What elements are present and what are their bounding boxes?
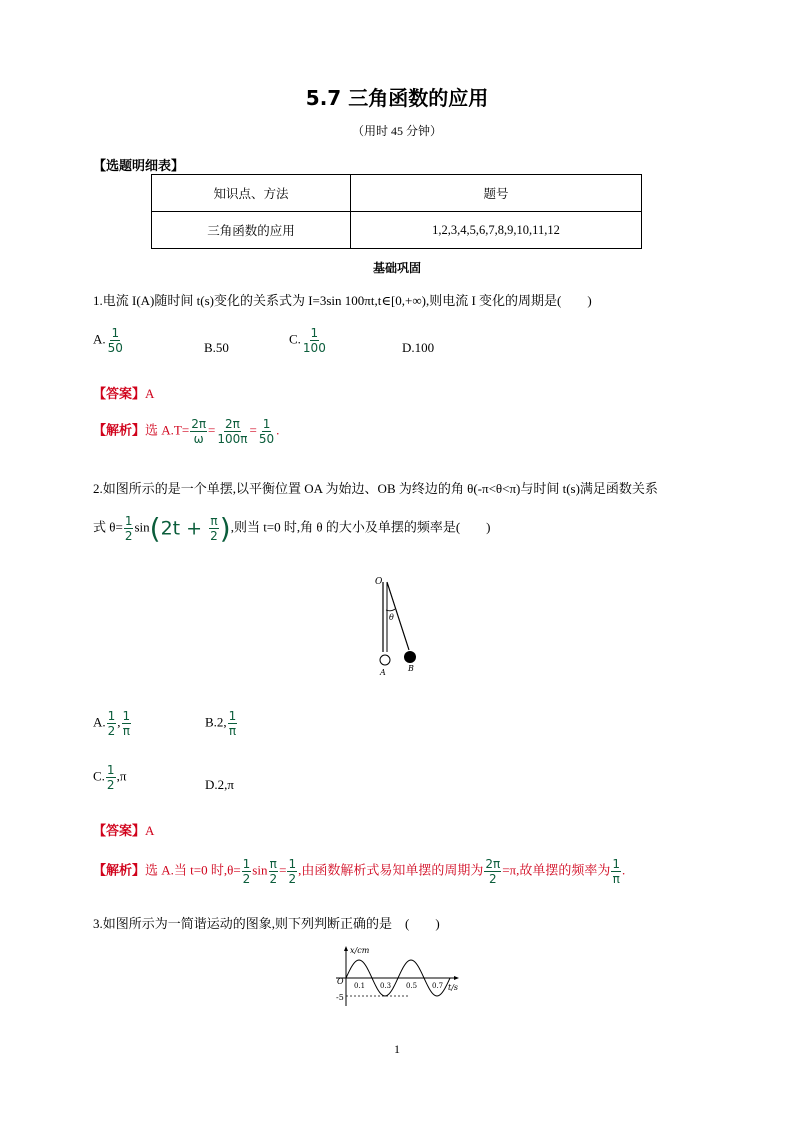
page-number: 1 xyxy=(394,1042,400,1056)
q1-eq1: = xyxy=(208,422,216,438)
table-row xyxy=(152,212,642,249)
page-title: 5.7 三角函数的应用 xyxy=(305,86,489,110)
q1-eq2: = xyxy=(249,422,257,438)
chart-ymin-label: -5 xyxy=(336,993,344,1002)
q1-option-a xyxy=(93,326,125,355)
q2-sin: sin xyxy=(134,519,150,535)
x-axis-arrow xyxy=(454,976,459,980)
q2-option-a-frac1: $\frac{1}{2}$ xyxy=(107,709,116,738)
q2-answer-value: A xyxy=(145,823,155,838)
bob-position-b xyxy=(404,651,416,663)
q2-option-c-tail: ,π xyxy=(116,768,127,784)
q2-lparen: ( xyxy=(149,512,161,545)
table-header-row xyxy=(152,175,642,212)
table-caption: 【选题明细表】 xyxy=(93,158,185,173)
q2-pi-half-fraction: $\frac{\pi}{2}$ xyxy=(210,514,218,543)
q1-option-c-label: C. xyxy=(289,331,301,347)
bob-position-a xyxy=(380,655,390,665)
label-theta: θ xyxy=(389,613,394,622)
q1-option-c-fraction: $\frac{1}{100}$ xyxy=(302,326,326,355)
q1-stem: 1.电流 I(A)随时间 t(s)变化的关系式为 I=3sin 100πt,t∈[0,+∞),则电流 I 变化的周期是( ) xyxy=(93,293,592,308)
q2-rparen: ) xyxy=(219,512,231,545)
q1-analysis-frac3: $\frac{1}{50}$ xyxy=(258,417,275,446)
q2-option-a xyxy=(93,709,132,738)
q2-analysis-end: . xyxy=(622,862,626,878)
q1-analysis xyxy=(93,417,279,446)
q2-option-d: D.2,π xyxy=(205,777,234,792)
q1-option-b: B.50 xyxy=(204,340,229,355)
q2-option-c-label: C. xyxy=(93,768,105,784)
table-header-topic: 知识点、方法 xyxy=(152,175,351,212)
q2-option-c xyxy=(93,763,126,792)
q2-stem-line2 xyxy=(93,512,491,545)
q1-answer xyxy=(93,383,154,402)
section-heading: 基础巩固 xyxy=(372,261,421,275)
q2-analysis-frac-half: $\frac{1}{2}$ xyxy=(242,857,251,886)
q2-option-a-sep: , xyxy=(117,714,121,730)
chart-xlabel: t/s xyxy=(448,983,459,992)
shm-chart xyxy=(328,944,468,1012)
x-tick-label: 0.7 xyxy=(432,982,444,990)
q1-end: . xyxy=(276,422,280,438)
x-tick-label: 0.5 xyxy=(406,982,418,990)
q2-analysis-frac-pi: $\frac{\pi}{2}$ xyxy=(269,857,278,886)
q2-analysis-part2: ,由函数解析式易知单摆的周期为 xyxy=(298,862,484,878)
q2-option-b xyxy=(205,709,238,738)
table-cell-numbers: 1,2,3,4,5,6,7,8,9,10,11,12 xyxy=(351,212,642,249)
q2-analysis-eq: = xyxy=(279,862,287,878)
q2-analysis-frac-result: $\frac{1}{2}$ xyxy=(288,857,297,886)
chart-ylabel: x/cm xyxy=(350,946,370,955)
q3-stem: 3.如图所示为一简谐运动的图象,则下列判断正确的是 ( ) xyxy=(93,916,440,931)
q1-analysis-tag: 【解析】 xyxy=(93,422,146,438)
x-tick-label: 0.3 xyxy=(380,982,392,990)
q2-stem-prefix: 式 θ= xyxy=(93,519,123,535)
q2-analysis-part1: 选 A.当 t=0 时,θ= xyxy=(145,862,241,878)
y-axis-arrow xyxy=(344,946,348,951)
label-a: A xyxy=(380,668,386,677)
q2-option-a-label: A. xyxy=(93,714,106,730)
q2-analysis-part3: =π,故单摆的频率为 xyxy=(502,862,611,878)
x-tick-label: 0.1 xyxy=(354,982,366,990)
table-cell-topic: 三角函数的应用 xyxy=(152,212,351,249)
time-limit: （用时 45 分钟） xyxy=(351,124,442,138)
q2-analysis-frac-period: $\frac{2\pi}{2}$ xyxy=(485,857,501,886)
topic-table xyxy=(151,174,642,249)
q2-option-a-frac2: $\frac{1}{\pi}$ xyxy=(122,709,131,738)
q2-answer-tag: 【答案】 xyxy=(93,823,146,838)
q2-option-b-frac: $\frac{1}{\pi}$ xyxy=(228,709,237,738)
q2-option-c-frac: $\frac{1}{2}$ xyxy=(106,763,115,792)
q2-analysis-sin: sin xyxy=(252,862,268,878)
q1-option-a-fraction: $\frac{1}{50}$ xyxy=(107,326,123,355)
chart-origin: O xyxy=(337,977,344,986)
q2-stem-line1: 2.如图所示的是一个单摆,以平衡位置 OA 为始边、OB 为终边的角 θ(-π<θ<π)与时间 t(s)满足函数关系 xyxy=(93,481,658,496)
label-b: B xyxy=(408,664,414,673)
q1-option-d: D.100 xyxy=(402,340,435,355)
q1-option-a-label: A. xyxy=(93,331,106,347)
q1-answer-value: A xyxy=(145,386,155,401)
q1-analysis-frac1: $\frac{2\pi}{\omega}$ xyxy=(191,417,207,446)
q2-analysis xyxy=(93,857,625,886)
q2-analysis-tag: 【解析】 xyxy=(93,862,146,878)
q2-analysis-frac-freq: $\frac{1}{\pi}$ xyxy=(612,857,621,886)
pendulum-figure xyxy=(365,574,435,680)
q2-answer xyxy=(93,820,154,839)
q1-option-c xyxy=(289,326,328,355)
label-o: O xyxy=(375,577,383,587)
q2-option-b-label: B.2, xyxy=(205,714,227,730)
q1-analysis-text: 选 A.T= xyxy=(145,422,190,438)
q2-half-fraction: $\frac{1}{2}$ xyxy=(124,514,133,543)
table-header-numbers: 题号 xyxy=(351,175,642,212)
q2-argument: 2t + xyxy=(160,517,209,540)
q2-stem-suffix: ,则当 t=0 时,角 θ 的大小及单摆的频率是( ) xyxy=(230,519,491,535)
q1-analysis-frac2: $\frac{2\pi}{100\pi}$ xyxy=(217,417,248,446)
q1-answer-tag: 【答案】 xyxy=(93,386,146,401)
